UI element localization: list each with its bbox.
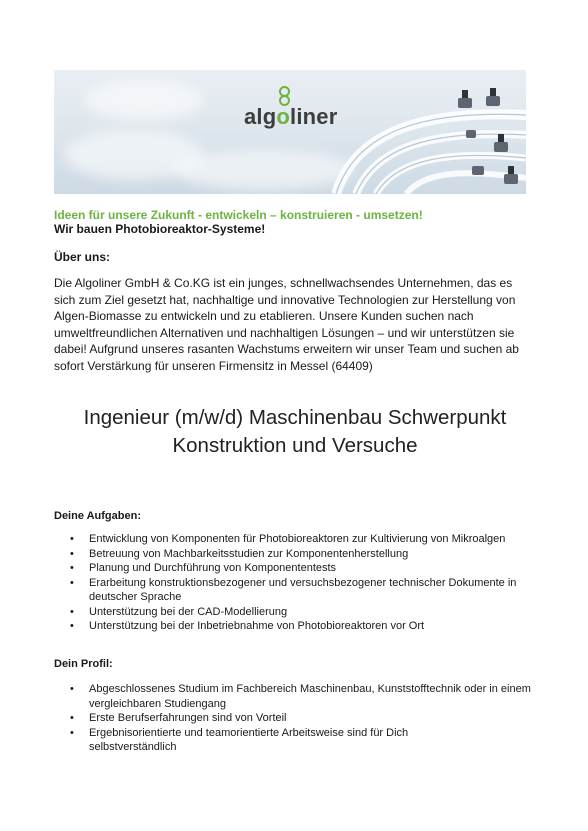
bullet-icon: •: [70, 533, 74, 545]
company-subslogan: Wir bauen Photobioreaktor-Systeme!: [54, 222, 266, 236]
bullet-icon: •: [70, 562, 74, 574]
bullet-icon: •: [70, 712, 74, 724]
job-title-line1: Ingenieur (m/w/d) Maschinenbau Schwerpunkt: [83, 406, 507, 429]
bullet-icon: •: [70, 576, 74, 589]
bullet-icon: •: [70, 683, 74, 695]
job-title-line2: Konstruktion und Versuche: [172, 434, 418, 457]
about-text: Die Algoliner GmbH & Co.KG ist ein junges, schnellwachsendes Unternehmen, das es sich zum Ziel gesetzt hat, nachhaltige und innovative Technologien zur Herstellung von Algen-Biomasse zu entwickeln und zu etablieren. Unsere Kunden suchen nach umweltfreundlichen Alternativen und nachhaltigen Lösungen – und wir unterstützen sie dabei! Aufgrund unseres rasanten Wachstums erweitern wir unser Team und suchen ab sofort Verstärkung für unseren Firmensitz in Messel (64409): [54, 276, 519, 373]
bullet-icon: •: [70, 620, 74, 632]
photobioreactor-image: [316, 70, 526, 194]
list-item: • Erste Berufserfahrungen sind von Vorteil: [70, 712, 287, 724]
list-item: • Unterstützung bei der CAD-Modellierung: [70, 605, 288, 618]
job-title: [40, 404, 550, 460]
company-slogan: Ideen für unsere Zukunft - entwickeln – konstruieren - umsetzen!: [54, 208, 423, 222]
list-item: • Abgeschlossenes Studium im Fachbereich Maschinenbau, Kunststofftechnik oder in einem vergleichbaren Studiengang: [70, 683, 531, 710]
tasks-list: [54, 532, 534, 634]
tasks-heading: Deine Aufgaben:: [54, 510, 141, 522]
about-heading: Über uns:: [54, 250, 111, 264]
profile-list: [54, 682, 534, 755]
bullet-icon: •: [70, 547, 74, 560]
list-item: • Unterstützung bei der Inbetriebnahme von Photobioreaktoren vor Ort: [70, 620, 425, 632]
list-item: • Planung und Durchführung von Komponententests: [70, 562, 337, 574]
list-item: • Betreuung von Machbarkeitsstudien zur Komponentenherstellung: [70, 547, 409, 560]
profile-heading: Dein Profil:: [54, 658, 113, 670]
company-logo: alg o liner: [244, 104, 338, 130]
header-banner: [54, 70, 526, 194]
list-item: • Ergebnisorientierte und teamorientierte Arbeitsweise sind für Dich selbstverständlich: [70, 726, 409, 753]
bullet-icon: •: [70, 605, 74, 618]
list-item: • Entwicklung von Komponenten für Photobioreaktoren zur Kultivierung von Mikroalgen: [70, 533, 506, 545]
bullet-icon: •: [70, 726, 74, 739]
list-item: • Erarbeitung konstruktionsbezogener und versuchsbezogener technischer Dokumente in deutscher Sprache: [70, 576, 517, 603]
